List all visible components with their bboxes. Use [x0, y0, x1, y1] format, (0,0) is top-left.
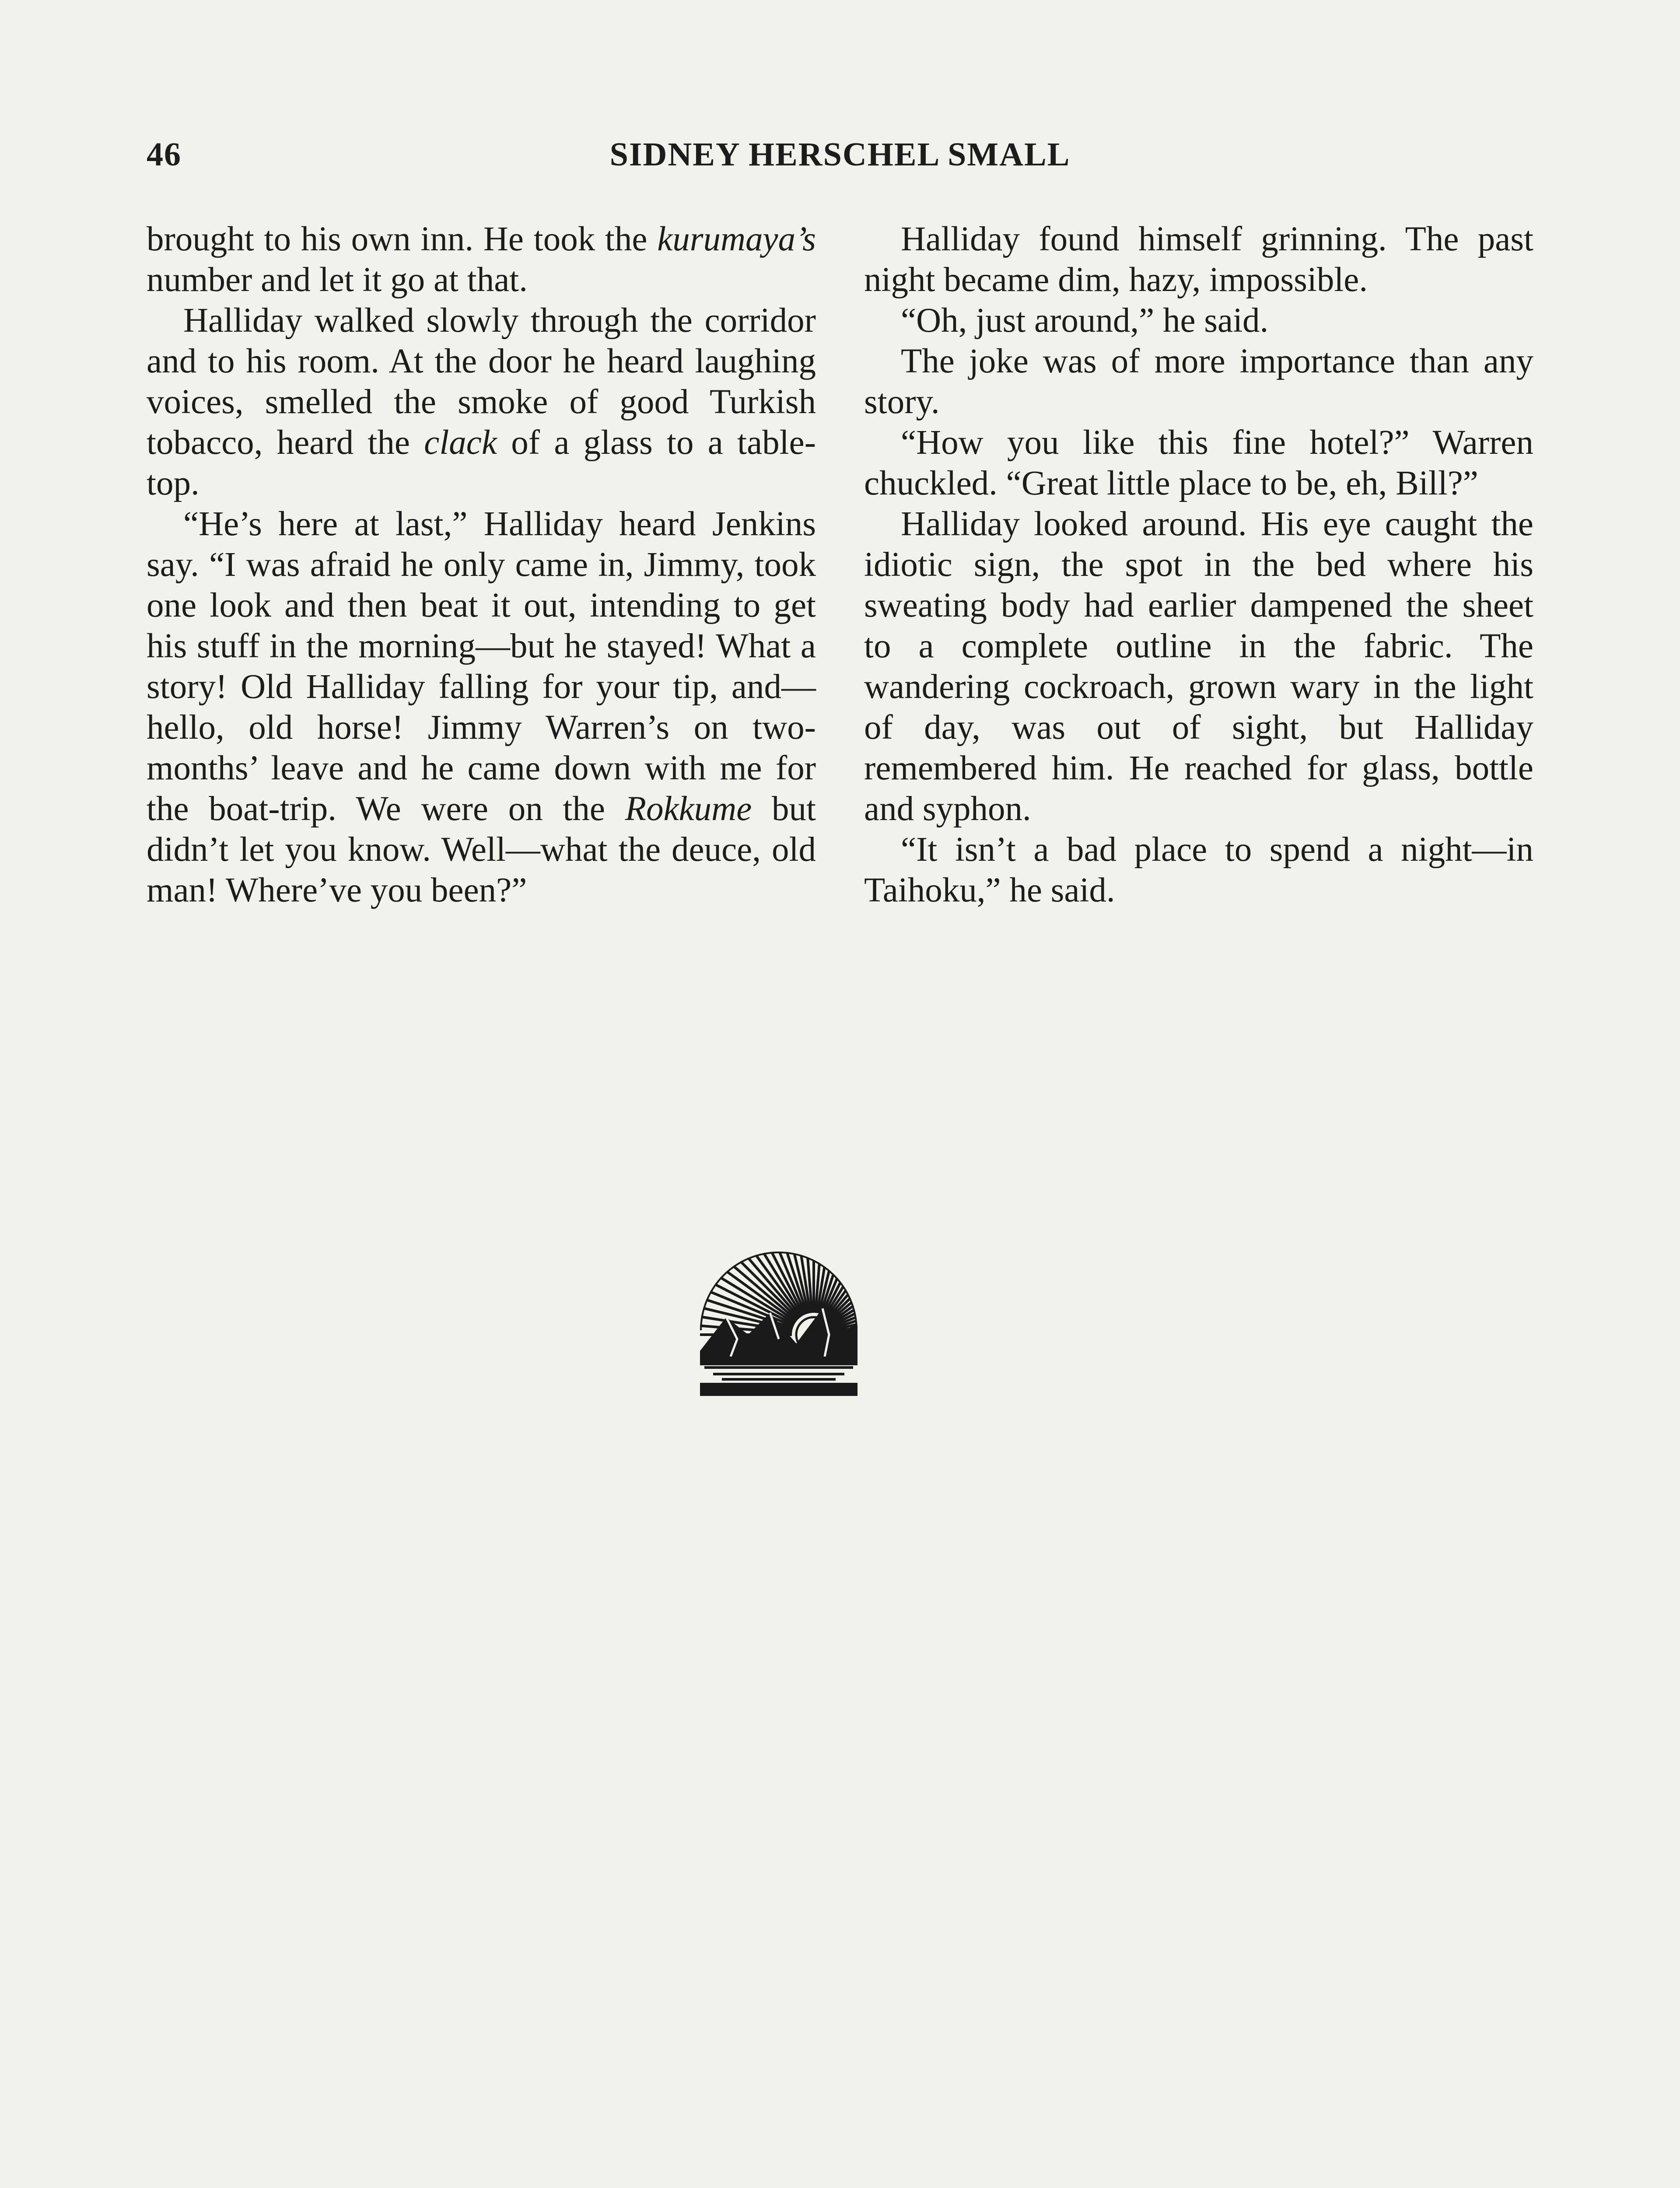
text-run: brought to his own inn. He took the [147, 220, 658, 258]
page-header [147, 131, 1533, 179]
page-number: 46 [147, 136, 182, 173]
paragraph [147, 219, 816, 300]
paragraph: “It isn’t a bad place to spend a night—in Taihoku,” he said. [864, 831, 1533, 909]
left-column [147, 219, 816, 1041]
paragraph [147, 300, 816, 504]
italic-text: Rokkume [625, 790, 752, 828]
paragraph: Halliday looked around. His eye caught the idiotic sign, the spot in the bed where his sweating body had earlier dampened the sheet to a complete outline in the fabric. The wandering cockroach, grown wary in the light of day, was out of sight, but Halliday remembered him. He reached for glass, bottle and syphon. [864, 505, 1533, 828]
paragraph [147, 504, 816, 911]
text-columns [147, 219, 1533, 1041]
paragraph: “How you like this fine hotel?” Warren chuckled. “Great little place to be, eh, Bill?” [864, 424, 1533, 502]
paragraph: The joke was of more importance than any story. [864, 342, 1533, 421]
text-run: but didn’t let you know. Well—what the deuce, old man! Where’ve you been?” [147, 790, 816, 909]
italic-text: kurumaya’s [657, 220, 816, 258]
paragraph: Halliday found himself grinning. The past night became dim, hazy, impossible. [864, 220, 1533, 299]
text-run: “He’s here at last,” Halliday heard Jenkins say. “I was afraid he only came in, Jimmy, took one look and then beat it out, intending to get his stuff in the morning—but he stayed! What a story! Old Halliday falling for your tip, and—hello, old horse! Jimmy Warren’s on two-months’ leave and he came down with me for the boat-trip. We were on the [147, 505, 816, 828]
text-run: Halliday walked slowly through the corridor and to his room. At the door he heard laughing voices, smelled the smoke of good Turkish tobacco, heard the [147, 302, 816, 462]
sunrise-over-mountains-icon [696, 1225, 862, 1396]
text-run: of a glass to a table-top. [147, 424, 816, 502]
italic-text: clack [424, 424, 497, 462]
text-run: number and let it go at that. [147, 261, 528, 299]
paragraph: “Oh, just around,” he said. [901, 302, 1269, 340]
running-title: SIDNEY HERSCHEL SMALL [609, 136, 1071, 173]
right-column [864, 219, 1533, 1041]
